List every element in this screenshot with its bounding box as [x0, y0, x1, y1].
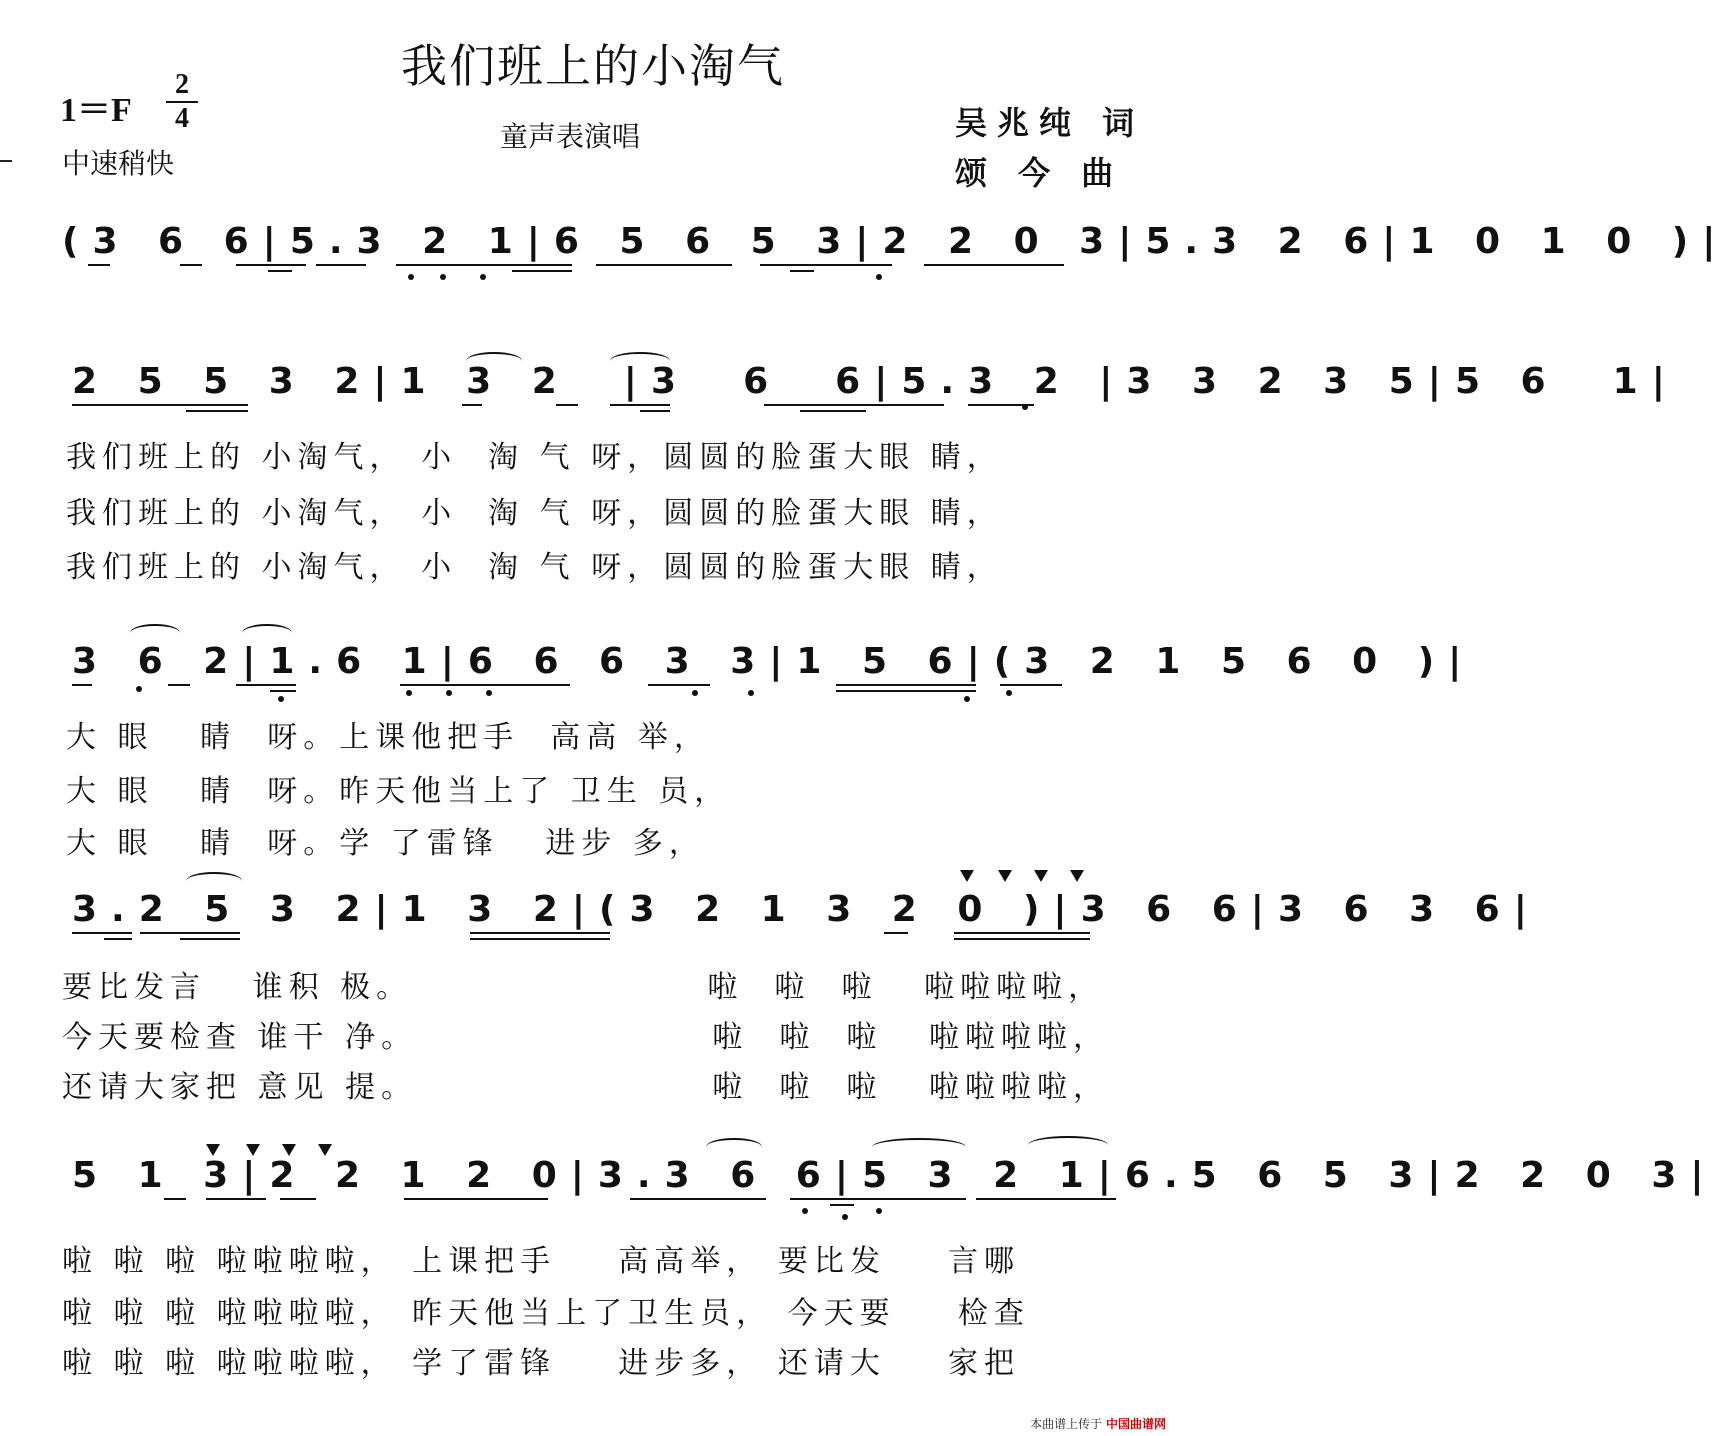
low-octave-dot [136, 686, 142, 692]
underline [268, 270, 292, 272]
lyric-verse-2: 今天要检查 谁干 净。 啦 啦 啦 啦啦啦啦， [62, 1020, 1110, 1055]
lyric-verse-3: 大 眼 睛 呀。学 了雷锋 进步 多， [66, 826, 705, 861]
underline [836, 690, 976, 692]
underline [954, 932, 1090, 934]
underline [470, 932, 610, 934]
underline [206, 1198, 266, 1200]
lyric-verse-2: 大 眼 睛 呀。昨天他当上了 卫生 员， [66, 774, 731, 809]
low-octave-dot [842, 1214, 848, 1220]
underline [72, 404, 248, 406]
low-octave-dot [446, 690, 452, 696]
underline [760, 264, 892, 266]
slur [242, 624, 292, 642]
underline [976, 1198, 1116, 1200]
underline [72, 932, 132, 934]
underline [168, 684, 190, 686]
underline [88, 264, 110, 266]
underline [180, 264, 202, 266]
notation-system-4 [0, 1130, 1718, 1390]
underline [104, 938, 132, 940]
low-octave-dot [876, 274, 882, 280]
low-octave-dot [278, 696, 284, 702]
notation-system-intro [0, 212, 1729, 292]
low-octave-dot [480, 274, 486, 280]
underline [236, 264, 306, 266]
slur [1028, 1136, 1108, 1154]
underline [512, 270, 572, 272]
low-octave-dot [486, 690, 492, 696]
underline [596, 264, 732, 266]
underline [884, 932, 908, 934]
performance-type: 童声表演唱 [500, 120, 641, 153]
footer-text: 本曲谱上传于 [1030, 1417, 1103, 1431]
underline [186, 410, 248, 412]
time-signature [162, 70, 202, 134]
low-octave-dot [406, 690, 412, 696]
lyric-verse-2: 啦 啦 啦 啦啦啦啦， 昨天他当上了卫生员， 今天要 检查 [62, 1296, 1030, 1331]
lyric-verse-1: 要比发言 谁积 极。 啦 啦 啦 啦啦啦啦， [62, 970, 1105, 1005]
scan-edge-mark [0, 160, 12, 162]
notation-system-3 [0, 866, 1541, 1116]
lyricist-credit: 吴兆纯 词 [955, 104, 1145, 142]
lyric-verse-3: 还请大家把 意见 提。 啦 啦 啦 啦啦啦啦， [62, 1070, 1110, 1105]
underline [462, 404, 482, 406]
notes-line: 3 6 2|1.6 1|6 6 6 3 3|1 5 6|(3 2 1 5 6 0 )| [72, 641, 1476, 682]
staccato-mark [1070, 870, 1084, 882]
lyric-verse-1: 大 眼 睛 呀。上课他把手 高高 举， [66, 720, 710, 755]
staccato-mark [246, 1144, 260, 1156]
underline [180, 938, 240, 940]
key-signature: 1＝F [60, 92, 132, 129]
underline [790, 1198, 966, 1200]
slur [130, 624, 180, 642]
staccato-mark [318, 1144, 332, 1156]
time-sig-denominator: 4 [175, 103, 189, 134]
underline [236, 684, 296, 686]
lyric-verse-1: 啦 啦 啦 啦啦啦啦， 上课把手 高高举， 要比发 言哪 [62, 1244, 1020, 1279]
underline [630, 1198, 766, 1200]
underline [72, 684, 92, 686]
underline [400, 684, 570, 686]
underline [164, 1198, 186, 1200]
lyric-verse-3: 我们班上的 小淘气， 小 淘 气 呀，圆圆的脸蛋大眼 睛， [66, 550, 1003, 585]
slur [706, 1138, 762, 1156]
low-octave-dot [692, 690, 698, 696]
underline [280, 1198, 316, 1200]
composer-credit: 颂 今 曲 [955, 154, 1124, 192]
underline [830, 1204, 854, 1206]
site-brand-link[interactable]: 中国曲谱网 [1105, 1417, 1166, 1431]
low-octave-dot [1006, 690, 1012, 696]
slur [186, 872, 242, 890]
low-octave-dot [408, 274, 414, 280]
underline [470, 938, 610, 940]
underline [800, 410, 866, 412]
tempo-marking: 中速稍快 [62, 147, 175, 180]
lyric-verse-1: 我们班上的 小淘气， 小 淘 气 呀，圆圆的脸蛋大眼 睛， [66, 440, 1003, 475]
underline [764, 404, 944, 406]
low-octave-dot [876, 1208, 882, 1214]
underline [1000, 684, 1062, 686]
low-octave-dot [964, 696, 970, 702]
underline [140, 932, 240, 934]
lyric-verse-3: 啦 啦 啦 啦啦啦啦， 学了雷锋 进步多， 还请大 家把 [62, 1346, 1020, 1381]
staccato-mark [282, 1144, 296, 1156]
underline [924, 264, 1064, 266]
notation-system-2 [0, 622, 1476, 872]
slur [466, 352, 522, 370]
low-octave-dot [802, 1208, 808, 1214]
low-octave-dot [748, 690, 754, 696]
slur [610, 352, 670, 370]
underline [648, 684, 710, 686]
underline [316, 264, 366, 266]
underline [610, 404, 670, 406]
low-octave-dot [440, 274, 446, 280]
notes-line: 2 5 5 3 2|1 3 2 |3 6 6|5.3 2 |3 3 2 3 5|5 6 1| [72, 361, 1679, 402]
staccato-mark [998, 870, 1012, 882]
underline [836, 684, 976, 686]
notation-system-1 [0, 352, 1679, 602]
underline [270, 690, 296, 692]
upload-footer [1030, 1415, 1166, 1432]
underline [640, 410, 670, 412]
underline [556, 404, 578, 406]
time-sig-numerator: 2 [175, 69, 189, 100]
low-octave-dot [1022, 404, 1028, 410]
song-title: 我们班上的小淘气 [401, 39, 785, 93]
underline [396, 264, 572, 266]
notes-line: 5 1 3|2 2 1 2 0|3.3 6 6|5 3 2 1|6.5 6 5 3|2 2 0 3| [72, 1155, 1718, 1196]
staccato-mark [960, 870, 974, 882]
underline [790, 270, 814, 272]
underline [404, 1198, 548, 1200]
slur [872, 1138, 966, 1156]
staccato-mark [1034, 870, 1048, 882]
notes-line: (3 6 6|5.3 2 1|6 5 6 5 3|2 2 0 3|5.3 2 6|1 0 1 0 )| [62, 221, 1729, 262]
notes-line: 3.2 5 3 2|1 3 2|(3 2 1 3 2 0 )|3 6 6|3 6 3 6| [72, 889, 1541, 930]
staccato-mark [206, 1144, 220, 1156]
underline [954, 938, 1090, 940]
lyric-verse-2: 我们班上的 小淘气， 小 淘 气 呀，圆圆的脸蛋大眼 睛， [66, 496, 1003, 531]
